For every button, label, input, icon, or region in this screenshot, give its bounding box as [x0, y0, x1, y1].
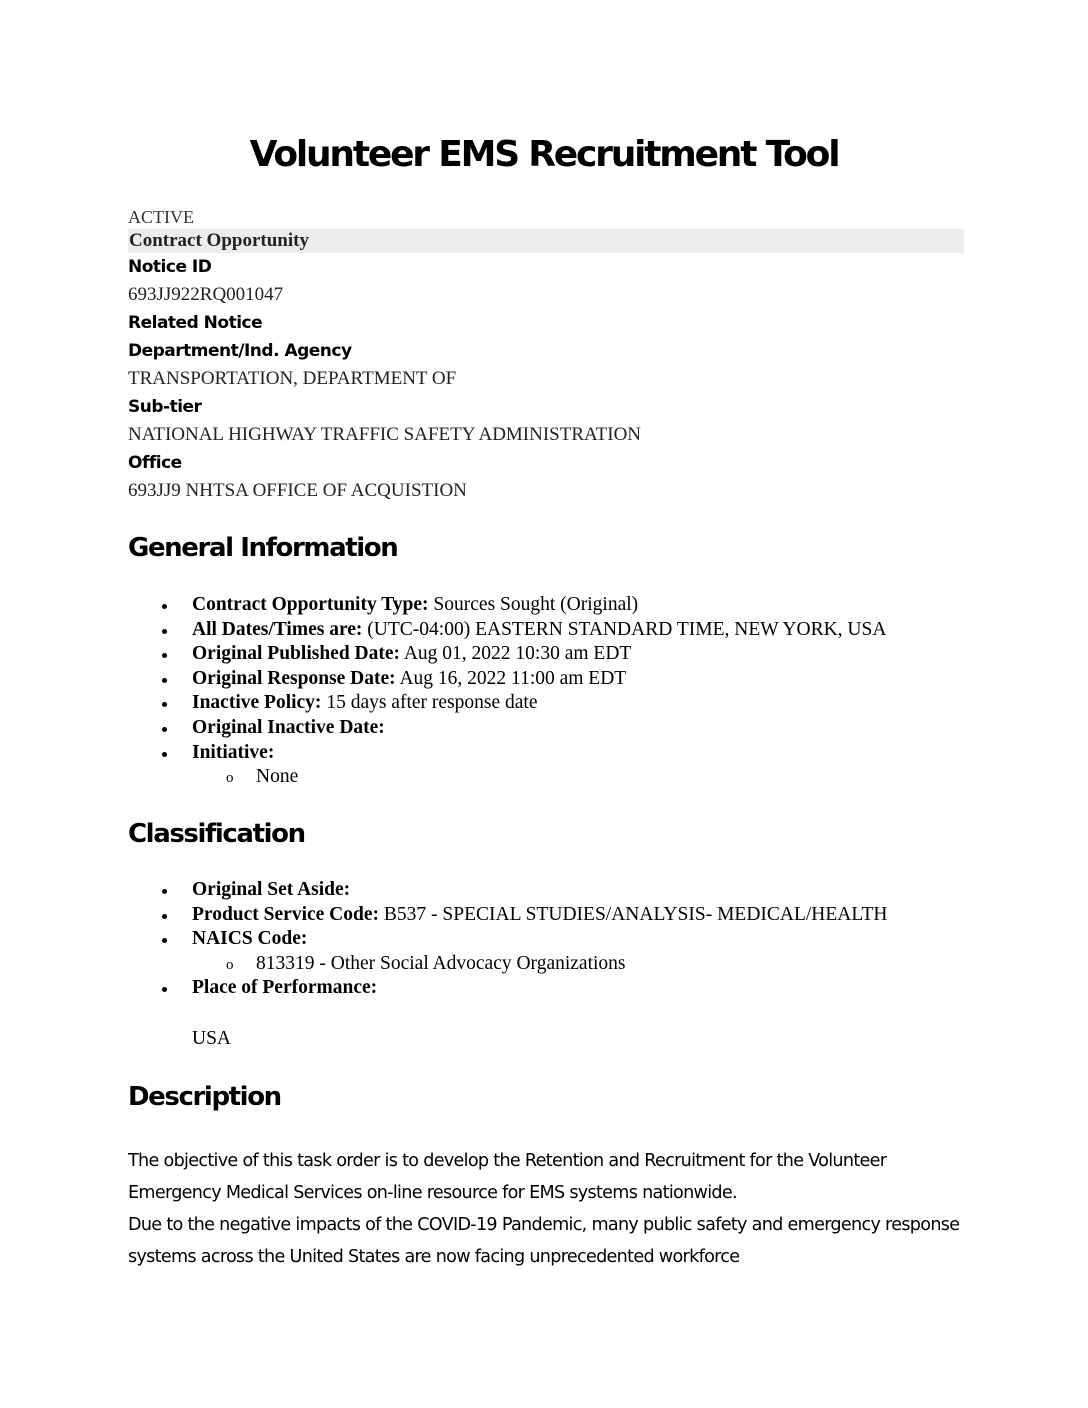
notice-meta	[128, 206, 964, 505]
list-item	[128, 878, 1028, 903]
list-item	[128, 593, 1028, 618]
general-info-heading: General Information	[128, 533, 398, 563]
item-label: Original Set Aside:	[192, 879, 351, 900]
item-label: Initiative:	[192, 741, 275, 763]
item-label: Inactive Policy:	[192, 692, 322, 714]
department-label: Department/Ind. Agency	[128, 341, 352, 361]
classification-heading: Classification	[128, 819, 305, 849]
item-value: 15 days after response date	[321, 692, 538, 714]
sub-list-item: o None	[192, 765, 1028, 790]
sub-tier-label: Sub-tier	[128, 397, 202, 417]
description-heading: Description	[128, 1082, 281, 1112]
classification-list	[128, 878, 1028, 1001]
general-info-list	[128, 593, 1028, 790]
item-label: Original Inactive Date:	[192, 716, 385, 738]
item-label: Original Published Date:	[192, 643, 401, 665]
item-label: Original Response Date:	[192, 667, 396, 689]
item-value: Aug 01, 2022 10:30 am EDT	[400, 643, 632, 665]
list-item	[128, 667, 1028, 692]
list-item	[128, 976, 1028, 1001]
list-item	[128, 927, 1028, 976]
list-item	[128, 741, 1028, 790]
page-title: Volunteer EMS Recruitment Tool	[249, 134, 839, 175]
sub-tier-value: NATIONAL HIGHWAY TRAFFIC SAFETY ADMINISTRATION	[128, 424, 642, 445]
office-value: 693JJ9 NHTSA OFFICE OF ACQUISTION	[128, 480, 467, 501]
item-label: Product Service Code:	[192, 903, 380, 925]
sub-list-item: o 813319 - Other Social Advocacy Organizations	[192, 952, 1028, 977]
list-item	[128, 903, 1028, 928]
item-value: Aug 16, 2022 11:00 am EDT	[395, 667, 627, 689]
department-value: TRANSPORTATION, DEPARTMENT OF	[128, 368, 457, 389]
list-item	[128, 716, 1028, 741]
related-notice-label: Related Notice	[128, 313, 263, 333]
opportunity-type-bar: Contract Opportunity	[128, 229, 964, 253]
office-label: Office	[128, 453, 182, 473]
item-value: B537 - SPECIAL STUDIES/ANALYSIS- MEDICAL/HEALTH	[379, 903, 888, 925]
item-label: Place of Performance:	[192, 977, 378, 999]
description-paragraph: Due to the negative impacts of the COVID-19 Pandemic, many public safety and emergency response systems across the United States are now facing unprecedented workforce	[128, 1215, 960, 1267]
list-item	[128, 642, 1028, 667]
description-body	[128, 1145, 978, 1273]
place-of-performance-value: USA	[192, 1028, 232, 1049]
list-item	[128, 691, 1028, 716]
description-paragraph: The objective of this task order is to develop the Retention and Recruitment for the Volunteer Emergency Medical Services on-line resource for EMS systems nationwide.	[128, 1151, 887, 1203]
list-item	[128, 618, 1028, 643]
item-value: (UTC-04:00) EASTERN STANDARD TIME, NEW YORK, USA	[362, 618, 887, 640]
item-label: All Dates/Times are:	[192, 618, 363, 640]
status-badge: ACTIVE	[128, 207, 194, 227]
notice-id-label: Notice ID	[128, 257, 212, 277]
initiative-sublist	[192, 765, 1028, 790]
notice-id-value: 693JJ922RQ001047	[128, 284, 284, 305]
item-label: Contract Opportunity Type:	[192, 594, 429, 615]
naics-sublist	[192, 952, 1028, 977]
item-value: Sources Sought (Original)	[428, 594, 639, 615]
item-label: NAICS Code:	[192, 928, 308, 950]
